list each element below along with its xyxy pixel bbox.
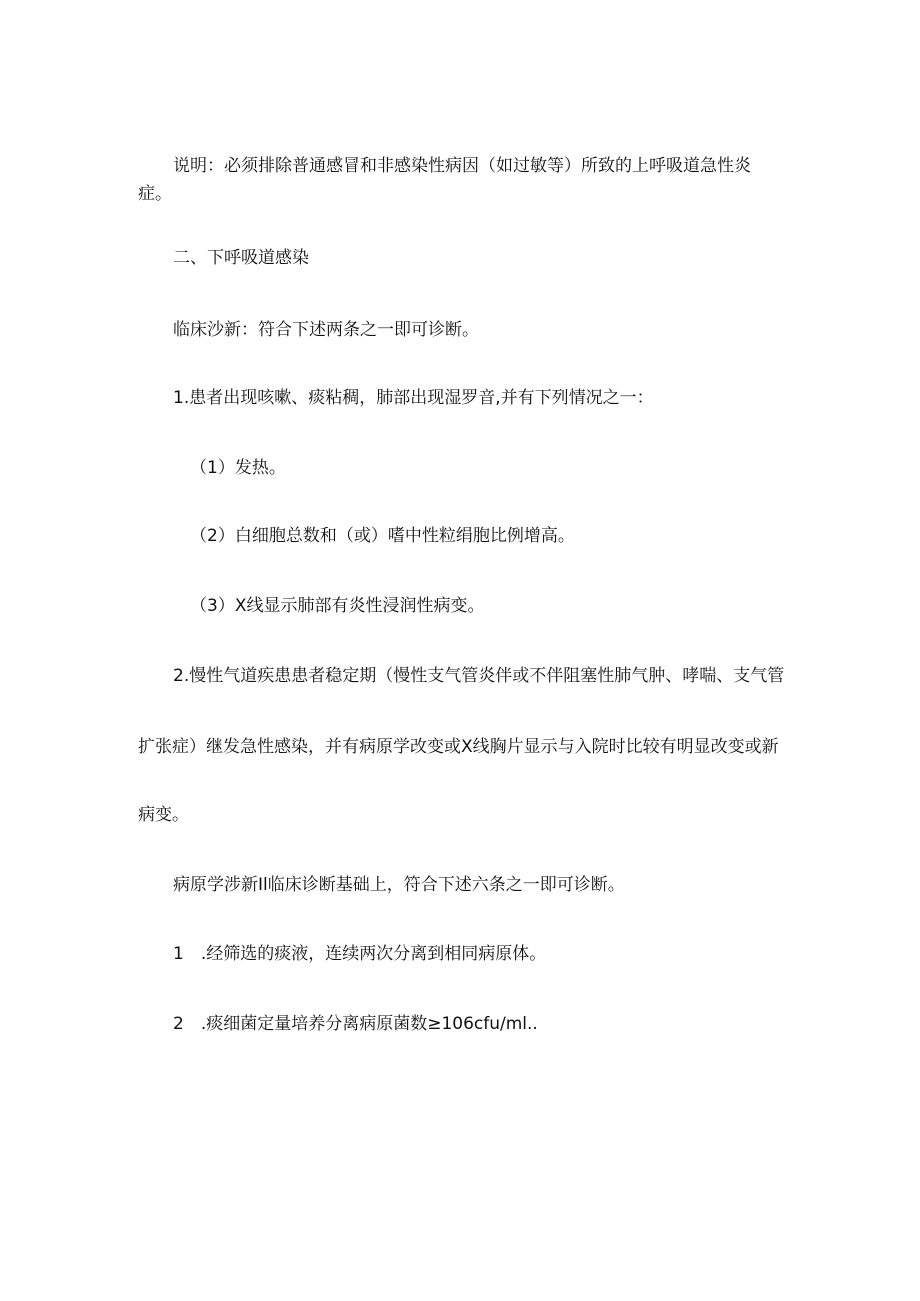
pathogen-item-1: 1 .经筛选的痰液，连续两次分离到相同病原体。 xyxy=(173,944,547,964)
section-heading: 二、下呼吸道感染 xyxy=(173,248,309,268)
criterion-2-line-2: 扩张症）继发急性感染，并有病原学改变或X线胸片显示与入院时比较有明显改变或新 xyxy=(138,737,779,757)
pathogen-item-2: 2 .痰细菌定量培养分离病原菌数≥106cfu∕ml.. xyxy=(173,1014,538,1034)
criterion-1-line: 1.患者出现咳嗽、痰粘稠，肺部出现湿罗音,并有下列情况之一： xyxy=(173,388,654,408)
explanation-line-2: 症。 xyxy=(138,184,172,204)
criterion-2-line-1: 2.慢性气道疾患患者稳定期（慢性支气管炎伴或不伴阻塞性肺气肿、哮喘、支气管 xyxy=(173,666,785,686)
sub-item-2: （2）白细胞总数和（或）嗜中性粒绢胞比例增高。 xyxy=(190,526,575,546)
sub-item-3: （3）X线显示肺部有炎性浸润性病变。 xyxy=(190,596,485,616)
criterion-2-line-3: 病变。 xyxy=(138,805,189,825)
pathogen-diagnosis-line: 病原学涉新Il临床诊断基础上，符合下述六条之一即可诊断。 xyxy=(173,875,625,895)
sub-item-1: （1）发热。 xyxy=(190,458,286,478)
clinical-diagnosis-line: 临床沙新：符合下述两条之一即可诊断。 xyxy=(173,320,479,340)
explanation-line-1: 说明：必须排除普通感冒和非感染性病因（如过敏等）所致的上呼吸道急性炎 xyxy=(173,156,751,176)
